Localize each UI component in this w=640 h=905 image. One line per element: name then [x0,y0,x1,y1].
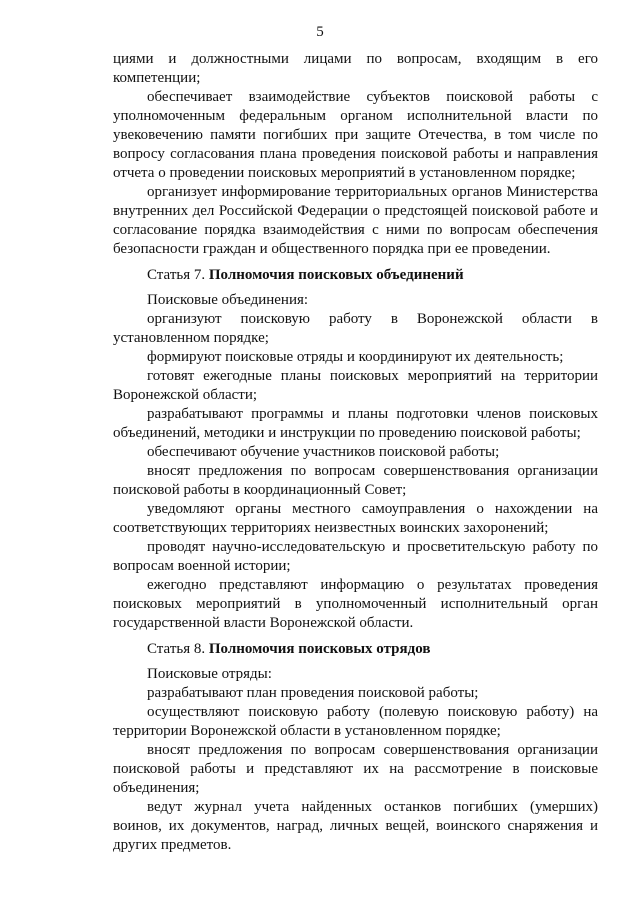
paragraph: организует информирование территориальных органов Министерства внутренних дел Российской Федерации о предстоящей поисковой работе и согласование порядка взаимодействия с ними по вопросам обеспечения безопасности граждан и общественного порядка при ее проведении. [113,184,598,257]
paragraph: ежегодно представляют информацию о результатах проведения поисковых мероприятий в уполномоченный исполнительный орган государственной власти Воронежской области. [113,577,598,631]
paragraph: разрабатывают план проведения поисковой работы; [147,685,479,701]
paragraph: вносят предложения по вопросам совершенствования организации поисковой работы и представляют их на рассмотрение в поисковые объединения; [113,742,598,796]
paragraph: ведут журнал учета найденных останков погибших (умерших) воинов, их документов, наград, личных вещей, воинского снаряжения и других предметов. [113,799,598,853]
paragraph: готовят ежегодные планы поисковых мероприятий на территории Воронежской области; [113,368,598,403]
paragraph: проводят научно-исследовательскую и просветительскую работу по вопросам военной истории; [113,539,598,574]
paragraph: формируют поисковые отряды и координируют их деятельность; [147,349,564,365]
paragraph: обеспечивает взаимодействие субъектов поисковой работы с уполномоченным федеральным органом исполнительной власти по увековечению памяти погибших при защите Отечества, в том числе по вопросу согласования плана проведения поисковой работы и направления отчета о проведении поисковых мероприятий в установленном порядке; [113,89,598,181]
paragraph: разрабатывают программы и планы подготовки членов поисковых объединений, методики и инструкции по проведению поисковой работы; [113,406,598,441]
article-7-heading [113,266,598,285]
paragraph: обеспечивают обучение участников поисковой работы; [147,444,500,460]
document-body [113,50,598,855]
paragraph: вносят предложения по вопросам совершенствования организации поисковой работы в координационный Совет; [113,463,598,498]
paragraph: Поисковые объединения: [147,292,309,308]
paragraph: уведомляют органы местного самоуправления о нахождении на соответствующих территориях неизвестных воинских захоронений; [113,501,598,536]
paragraph: осуществляют поисковую работу (полевую поисковую работу) на территории Воронежской области в установленном порядке; [113,704,598,739]
article-7-title: Полномочия поисковых объединений [208,267,464,283]
article-8-title: Полномочия поисковых отрядов [208,641,431,657]
article-8-prefix: Статья 8. [147,641,206,657]
article-7-prefix: Статья 7. [147,267,206,283]
article-8-heading [113,640,598,659]
page-number: 5 [316,24,324,40]
paragraph: организуют поисковую работу в Воронежской области в установленном порядке; [113,311,598,346]
paragraph: циями и должностными лицами по вопросам, входящим в его компетенции; [113,51,598,86]
paragraph: Поисковые отряды: [147,666,272,682]
